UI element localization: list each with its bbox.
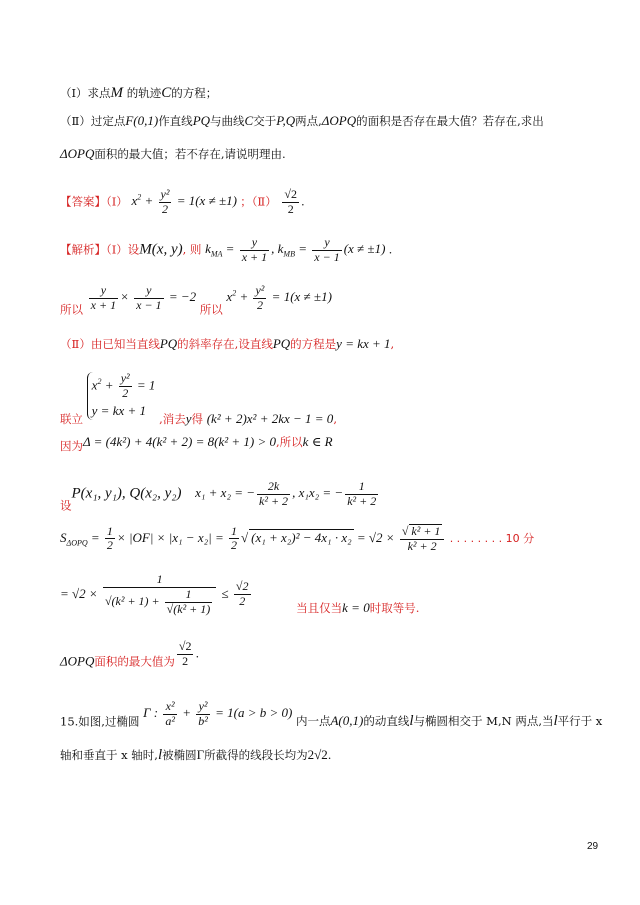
score-mark: . . . . . . . . 10 分 bbox=[449, 531, 535, 545]
sum-roots: x₁ + x₂ = − bbox=[195, 485, 256, 501]
analysis-dot: . bbox=[388, 242, 393, 257]
k-zero: k = 0 bbox=[342, 599, 370, 615]
q15-t5: 平行于 x bbox=[557, 714, 603, 729]
line-l-3: l bbox=[157, 747, 163, 763]
k-in-r: k ∈ R bbox=[302, 434, 333, 449]
k-ma-frac bbox=[240, 236, 269, 265]
system-eq2: y = kx + 1 bbox=[91, 402, 147, 418]
half-frac bbox=[105, 525, 115, 554]
q2-t5: 的面积是否存在最大值？若存在,求出 bbox=[356, 114, 544, 128]
part2-pq2: PQ bbox=[272, 336, 291, 351]
prod-frac-1 bbox=[89, 284, 118, 313]
vieta bbox=[195, 479, 380, 508]
so-label-2: 所以 bbox=[199, 302, 223, 317]
cond-a: 当且仅当 bbox=[296, 600, 343, 615]
sum-frac bbox=[257, 480, 290, 509]
prod-times: × bbox=[120, 289, 133, 305]
q15-t2: 内一点 bbox=[295, 714, 331, 729]
k-mb-eq: = bbox=[294, 241, 311, 257]
sys-den: 2 bbox=[119, 386, 132, 401]
q2-t1: 作直线 bbox=[158, 114, 193, 128]
q15-t4: 与椭圆相交于 M,N 两点,当 bbox=[413, 714, 554, 729]
ell-frac-y bbox=[196, 700, 210, 729]
max-num: √2 bbox=[178, 639, 192, 653]
answer-line bbox=[60, 188, 305, 217]
gamma: Γ : bbox=[143, 705, 162, 721]
q2-t2: 与曲线 bbox=[210, 114, 245, 128]
ell-b2: b² bbox=[198, 713, 208, 728]
area-eq2: = √2 × bbox=[353, 529, 398, 545]
traj-frac bbox=[253, 284, 266, 313]
max-tri: ΔOPQ bbox=[60, 653, 95, 669]
bound-num: 1 bbox=[156, 572, 163, 586]
eq-frac-num: y² bbox=[160, 187, 170, 202]
answer-frac bbox=[282, 188, 299, 217]
answer-p2: （Ⅱ） bbox=[251, 194, 277, 209]
eq-plus: + bbox=[141, 193, 157, 209]
question-15 bbox=[60, 700, 602, 730]
ellipse-gamma bbox=[143, 699, 293, 728]
traj-x: x bbox=[226, 289, 233, 305]
sum-num: 2k bbox=[267, 479, 280, 493]
eq-frac-den: 2 bbox=[159, 202, 172, 217]
roots-line bbox=[60, 480, 380, 513]
area-mid: × |OF| × |x₁ − x₂| = bbox=[116, 529, 227, 545]
system-eq1 bbox=[92, 372, 156, 401]
q15-line2-a: 轴和垂直于 x 轴时, bbox=[60, 748, 158, 762]
point-a: A(0,1) bbox=[330, 713, 364, 729]
answer-den: 2 bbox=[282, 202, 299, 217]
inner-den: √(k² + 1) bbox=[166, 601, 211, 616]
answer-ellipse bbox=[131, 187, 240, 216]
prod-frac bbox=[345, 480, 378, 509]
trajectory-eq bbox=[226, 283, 332, 312]
so-label: 所以 bbox=[60, 302, 83, 317]
sys-x: x bbox=[91, 377, 98, 393]
part2-end: , bbox=[390, 337, 395, 351]
half-num-2: 1 bbox=[230, 523, 237, 538]
prod-den-2: x − 1 bbox=[136, 297, 162, 312]
sys-tail: = 1 bbox=[133, 377, 156, 393]
point-f: F(0,1) bbox=[125, 113, 159, 128]
k-ma-sub: MA bbox=[210, 249, 223, 259]
k-mb-den: x − 1 bbox=[314, 249, 340, 264]
area-radical: (x₁ + x₂)² − 4x₁ · x₂ bbox=[251, 529, 352, 545]
answer-sep: ； bbox=[240, 194, 252, 209]
delta-label: 因为 bbox=[60, 439, 83, 453]
q1-suffix: 的方程； bbox=[171, 86, 218, 100]
q15-line2-c: 所截得的线段长均为 bbox=[204, 748, 308, 762]
line-eq: y = kx + 1 bbox=[336, 336, 391, 351]
prod-den: k² + 2 bbox=[347, 493, 377, 508]
analysis-part: （Ⅰ）设 bbox=[106, 242, 140, 257]
traj-plus: + bbox=[236, 289, 252, 305]
sum-den: k² + 2 bbox=[259, 493, 289, 508]
max-text: 面积的最大值为 bbox=[94, 654, 175, 669]
elim-y: y bbox=[185, 411, 192, 427]
ell-xa: x² bbox=[165, 699, 175, 713]
equation-system bbox=[87, 372, 156, 420]
half-num: 1 bbox=[106, 523, 113, 538]
analysis-line bbox=[60, 236, 392, 265]
ell-a2: a² bbox=[165, 713, 175, 728]
traj-num: y² bbox=[255, 283, 265, 297]
quadratic-eq: (k² + 2)x² + 2kx − 1 = 0 bbox=[206, 411, 334, 427]
bound-den-a: √(k² + 1) bbox=[104, 593, 149, 608]
k-mb-num: y bbox=[324, 235, 330, 249]
var-c-2: C bbox=[244, 113, 254, 128]
q2-t4: 两点, bbox=[295, 114, 322, 128]
system-label: 联立 bbox=[60, 412, 83, 427]
var-m-xy: M(x, y) bbox=[139, 241, 183, 258]
question-15-cont bbox=[60, 746, 331, 764]
traj-tail: = 1(x ≠ ±1) bbox=[268, 289, 332, 305]
q1-mid: 的轨迹 bbox=[123, 86, 162, 100]
system-line bbox=[60, 372, 337, 427]
cond-b: 时取等号. bbox=[369, 600, 420, 615]
prod-den-1: x + 1 bbox=[90, 297, 117, 312]
eq-frac bbox=[159, 188, 172, 217]
page-number: 29 bbox=[587, 841, 599, 852]
slope-product bbox=[87, 283, 197, 312]
line-l: l bbox=[409, 713, 414, 730]
bound-lead: = √2 × bbox=[60, 585, 101, 601]
bound-expr bbox=[60, 572, 253, 616]
question-part-2 bbox=[60, 113, 544, 129]
eq-x: x bbox=[131, 193, 138, 209]
roots-label: 设 bbox=[60, 498, 72, 513]
bound-r-num: √2 bbox=[235, 579, 249, 594]
sys-plus: + bbox=[101, 377, 117, 393]
segment-length: 2√2 bbox=[307, 747, 328, 762]
line-l-2: l bbox=[553, 713, 558, 730]
var-c: C bbox=[161, 85, 172, 101]
prod-num-2: y bbox=[146, 283, 152, 297]
inner-frac bbox=[165, 588, 213, 617]
prod-num: 1 bbox=[358, 479, 365, 493]
max-line bbox=[60, 640, 199, 669]
bound-frac bbox=[103, 573, 216, 616]
points-pq: P(x₁, y₁), Q(x₂, y₂) bbox=[71, 485, 182, 502]
q15-t3: 的动直线 bbox=[363, 714, 410, 729]
area-sub: ΔOPQ bbox=[66, 538, 88, 548]
so-line bbox=[60, 284, 332, 317]
q2-t6: 面积的最大值；若不存在,请说明理由. bbox=[94, 147, 286, 161]
bound-r-den: 2 bbox=[234, 594, 251, 609]
part2-line bbox=[60, 336, 394, 352]
discriminant: Δ = (4k²) + 4(k² + 2) = 8(k² + 1) > 0 bbox=[83, 434, 277, 449]
k-cond: (x ≠ ±1) bbox=[343, 241, 386, 257]
var-p-q: P,Q bbox=[276, 113, 296, 128]
max-den: 2 bbox=[177, 654, 194, 669]
part2-pq: PQ bbox=[159, 336, 178, 351]
answer-label: 【答案】 bbox=[60, 194, 106, 209]
k-ma: k bbox=[205, 241, 211, 257]
part2-t1: （Ⅱ）由已知当直线 bbox=[60, 337, 160, 351]
inner-num: 1 bbox=[185, 586, 192, 601]
area-num: k² + 1 bbox=[411, 524, 441, 538]
analysis-then: , 则 bbox=[182, 242, 202, 257]
slope-ma: $k_{MA}$ = $\frac{y}{x + 1}$ , $k_{MB}$ = $\frac{y}{x - 1}$ (x ≠ ±1) bbox=[205, 235, 386, 264]
area-frac bbox=[400, 524, 445, 554]
prod-num-1: y bbox=[100, 283, 107, 297]
prod-roots: , x₁x₂ = − bbox=[292, 485, 344, 501]
triangle-opq-2: ΔOPQ bbox=[60, 146, 95, 161]
prod-eq: = −2 bbox=[165, 289, 197, 305]
q15-line2-b: 被椭圆 bbox=[162, 748, 197, 762]
part2-t3: 的方程是 bbox=[290, 337, 337, 351]
bound-line bbox=[60, 573, 419, 616]
answer-num: √2 bbox=[284, 187, 298, 201]
prod-frac-2 bbox=[134, 284, 163, 313]
k-mb: k bbox=[277, 241, 284, 257]
area-den: k² + 2 bbox=[400, 539, 445, 554]
bound-den bbox=[103, 587, 216, 617]
k-ma-num: y bbox=[251, 235, 258, 249]
traj-den: 2 bbox=[253, 298, 266, 313]
sys-end: , bbox=[333, 412, 337, 427]
ell-frac-x bbox=[163, 700, 177, 729]
var-m: M bbox=[110, 85, 124, 101]
elim-get: 得 bbox=[191, 412, 204, 427]
area-frac-num: √ k² + 1 bbox=[401, 524, 441, 538]
question-part-1 bbox=[60, 84, 217, 102]
half-den-2: 2 bbox=[230, 538, 237, 553]
ell-cond: = 1(a > b > 0) bbox=[211, 705, 293, 721]
eq-x-exp: 2 bbox=[137, 192, 142, 202]
area-eq: = bbox=[87, 529, 103, 545]
triangle-opq: ΔOPQ bbox=[321, 113, 357, 128]
sys-x-exp: 2 bbox=[97, 376, 102, 386]
eq-tail: = 1(x ≠ ±1) bbox=[173, 193, 237, 209]
ell-plus: + bbox=[178, 705, 195, 721]
area-line: $S_{\Delta OPQ}$ = $\frac{1}{2}$ × |OF| × |x₁ − x₂| = $\frac{1}{2}$ √ (x₁ + x₂)² − 4x₁ · x₂ = √2 × $\frac{\text{√ k² + 1}}{\text{k² + 2}}$ . . . . . . . . 10 分 bbox=[60, 523, 535, 553]
k-mb-frac bbox=[312, 236, 341, 265]
q2-prefix: （Ⅱ）过定点 bbox=[60, 114, 126, 128]
max-frac bbox=[177, 640, 194, 669]
delta-so: ,所以 bbox=[276, 435, 303, 449]
area-s: S bbox=[60, 529, 67, 545]
q15-t1: 如图,过椭圆 bbox=[78, 714, 140, 729]
k-ma-den: x + 1 bbox=[241, 249, 268, 264]
part2-t2: 的斜率存在,设直线 bbox=[177, 337, 273, 351]
half-den: 2 bbox=[106, 538, 113, 553]
sys-frac bbox=[119, 372, 132, 401]
bound-le: ≤ bbox=[218, 585, 232, 601]
answer-end: . bbox=[301, 194, 305, 209]
k-mb-sub: MB bbox=[283, 249, 295, 259]
delta-line bbox=[60, 434, 333, 454]
half-frac-2 bbox=[229, 525, 239, 554]
q2-t3: 交于 bbox=[253, 114, 277, 128]
gamma-2: Γ bbox=[196, 747, 205, 762]
sys-num: y² bbox=[120, 371, 130, 385]
max-end: . bbox=[195, 646, 200, 661]
q15-end: . bbox=[327, 748, 332, 762]
bound-result bbox=[234, 580, 251, 609]
q15-number: 15. bbox=[60, 714, 79, 729]
analysis-label: 【解析】 bbox=[60, 242, 106, 257]
answer-p1: （Ⅰ） bbox=[106, 194, 128, 209]
bound-plus: + bbox=[148, 593, 163, 608]
question-part-2-cont bbox=[60, 146, 286, 162]
q1-prefix: （Ⅰ）求点 bbox=[60, 86, 111, 100]
elim: ,消去 bbox=[159, 412, 186, 427]
traj-x-exp: 2 bbox=[232, 288, 237, 298]
ell-yb: y² bbox=[198, 699, 208, 713]
var-pq: PQ bbox=[192, 113, 211, 128]
k-ma-eq: = bbox=[222, 241, 238, 257]
